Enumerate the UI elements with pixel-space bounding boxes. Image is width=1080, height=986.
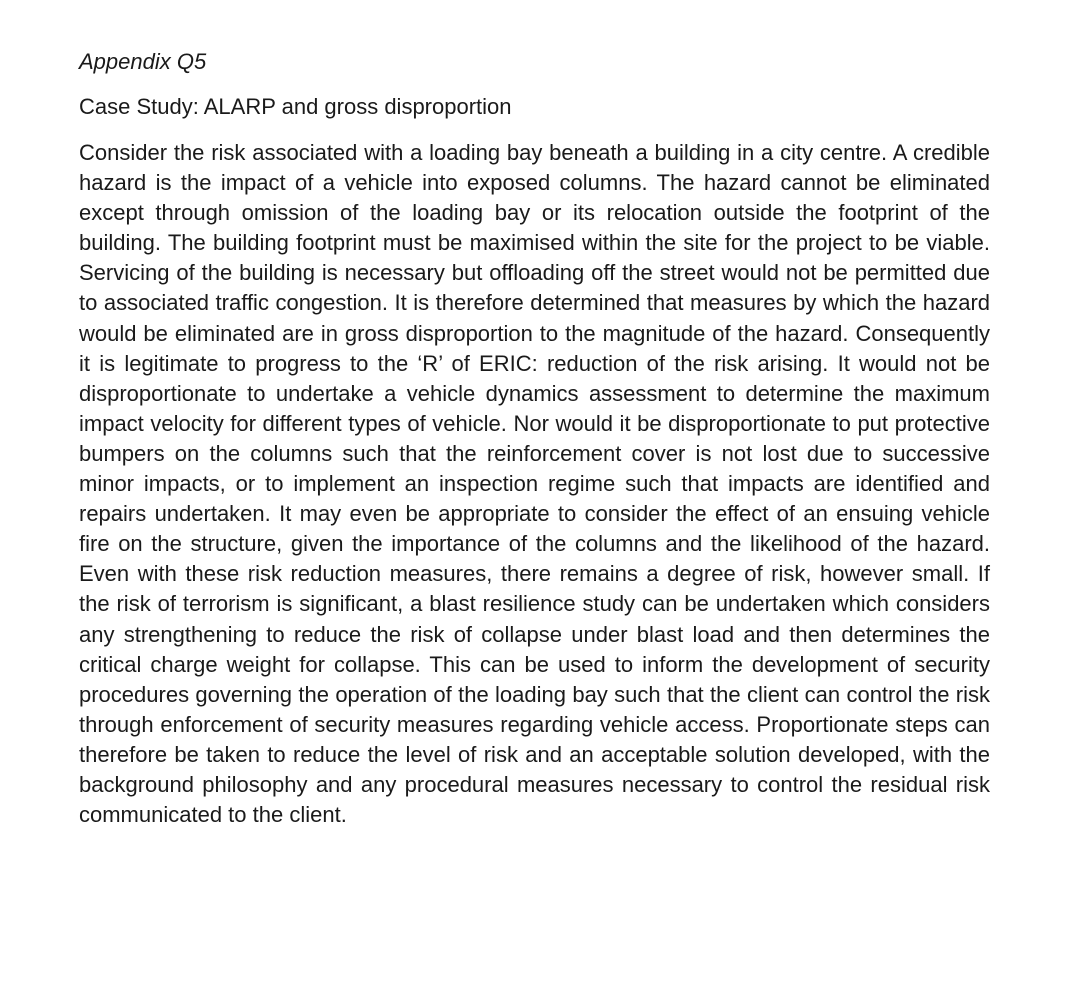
body-paragraph: Consider the risk associated with a loading bay beneath a building in a city centre. A credible hazard is the impact of a vehicle into exposed columns. The hazard cannot be eliminated except through omission of the loading bay or its relocation outside the footprint of the building. The building footprint must be maximised within the site for the project to be viable. Servicing of the building is necessary but offloading off the street would not be permitted due to associated traffic congestion. It is therefore determined that measures by which the hazard would be eliminated are in gross disproportion to the magnitude of the hazard. Consequently it is legitimate to progress to the ‘R’ of ERIC: reduction of the risk arising. It would not be disproportionate to undertake a vehicle dynamics assessment to determine the maximum impact velocity for different types of vehicle. Nor would it be disproportionate to put protective bumpers on the columns such that the reinforcement cover is not lost due to successive minor impacts, or to implement an inspection regime such that impacts are identified and repairs undertaken. It may even be appropriate to consider the effect of an ensuing vehicle fire on the structure, given the importance of the columns and the likelihood of the hazard. Even with these risk reduction measures, there remains a degree of risk, however small. If the risk of terrorism is significant, a blast resilience study can be undertaken which considers any strengthening to reduce the risk of collapse under blast load and then determines the critical charge weight for collapse. This can be used to inform the development of security procedures governing the operation of the loading bay such that the client can control the risk through enforcement of security measures regarding vehicle access. Proportionate steps can therefore be taken to reduce the level of risk and an acceptable solution developed, with the background philosophy and any procedural measures necessary to control the residual risk communicated to the client. bbox=[79, 140, 990, 828]
document-content bbox=[79, 46, 990, 830]
case-study-title: Case Study: ALARP and gross disproportion bbox=[79, 94, 512, 119]
appendix-label: Appendix Q5 bbox=[79, 49, 207, 74]
